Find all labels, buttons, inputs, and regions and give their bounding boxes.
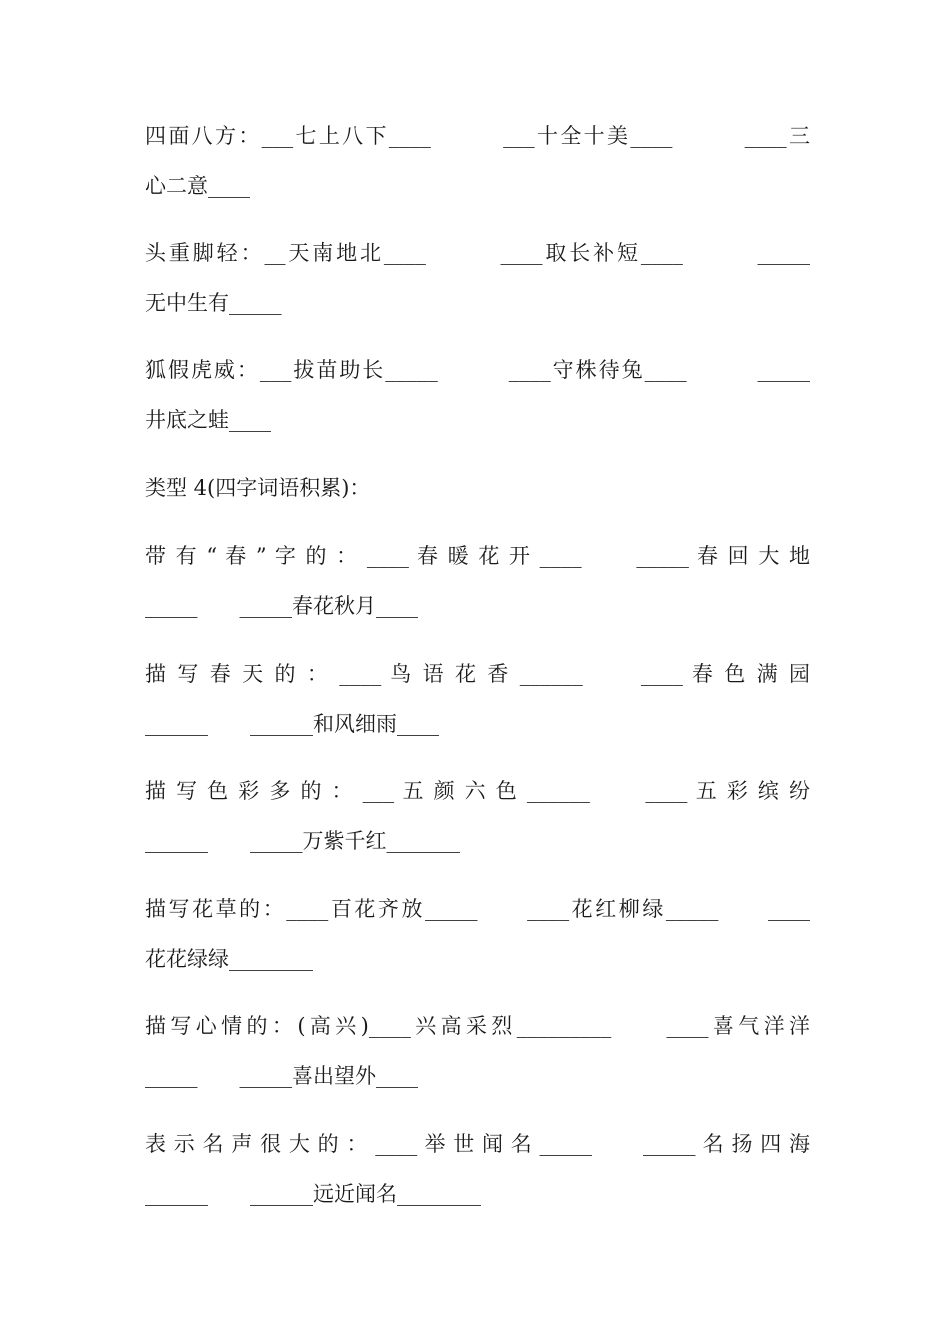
idiom-line-1-cont: 心二意____ <box>145 174 250 198</box>
idiom-line-1: 四面八方：___七上八下____ ___十全十美____ ____三 <box>145 124 810 148</box>
idiom-line-6-cont: ______ _____万紫千红_______ <box>145 829 460 853</box>
idiom-line-5: 描 写 春 天 的 ： ____ 鸟 语 花 香 ______ ____ 春 色 满 园 <box>145 662 810 686</box>
idiom-line-6: 描 写 色 彩 多 的 ： ___ 五 颜 六 色 ______ ____ 五 彩 缤 纷 <box>145 779 810 803</box>
idiom-line-7-cont: 花花绿绿________ <box>145 947 313 971</box>
section-heading: 类型 4(四字词语积累)： <box>145 476 371 500</box>
idiom-line-9-cont: ______ ______远近闻名________ <box>145 1182 481 1206</box>
idiom-line-8-cont: _____ _____喜出望外____ <box>145 1064 418 1088</box>
idiom-line-4-cont: _____ _____春花秋月____ <box>145 594 418 618</box>
idiom-line-3: 狐假虎威：___拔苗助长_____ ____守株待兔____ _____ <box>145 358 810 382</box>
idiom-line-5-cont: ______ ______和风细雨____ <box>145 712 439 736</box>
idiom-line-2-cont: 无中生有_____ <box>145 291 282 315</box>
idiom-line-2: 头重脚轻：__天南地北____ ____取长补短____ _____ <box>145 241 810 265</box>
idiom-line-9: 表 示 名 声 很 大 的 ： ____ 举 世 闻 名 _____ _____ 名 扬 四 海 <box>145 1132 810 1156</box>
idiom-line-7: 描写花草的：____百花齐放_____ ____花红柳绿_____ ____ <box>145 897 810 921</box>
idiom-line-8: 描写心情的：(高兴)____兴高采烈_________ ____喜气洋洋 <box>145 1014 810 1038</box>
idiom-line-3-cont: 井底之蛙____ <box>145 408 271 432</box>
idiom-line-4: 带 有 “ 春 ” 字 的 ： ____ 春 暖 花 开 ____ _____ 春 回 大 地 <box>145 544 810 568</box>
